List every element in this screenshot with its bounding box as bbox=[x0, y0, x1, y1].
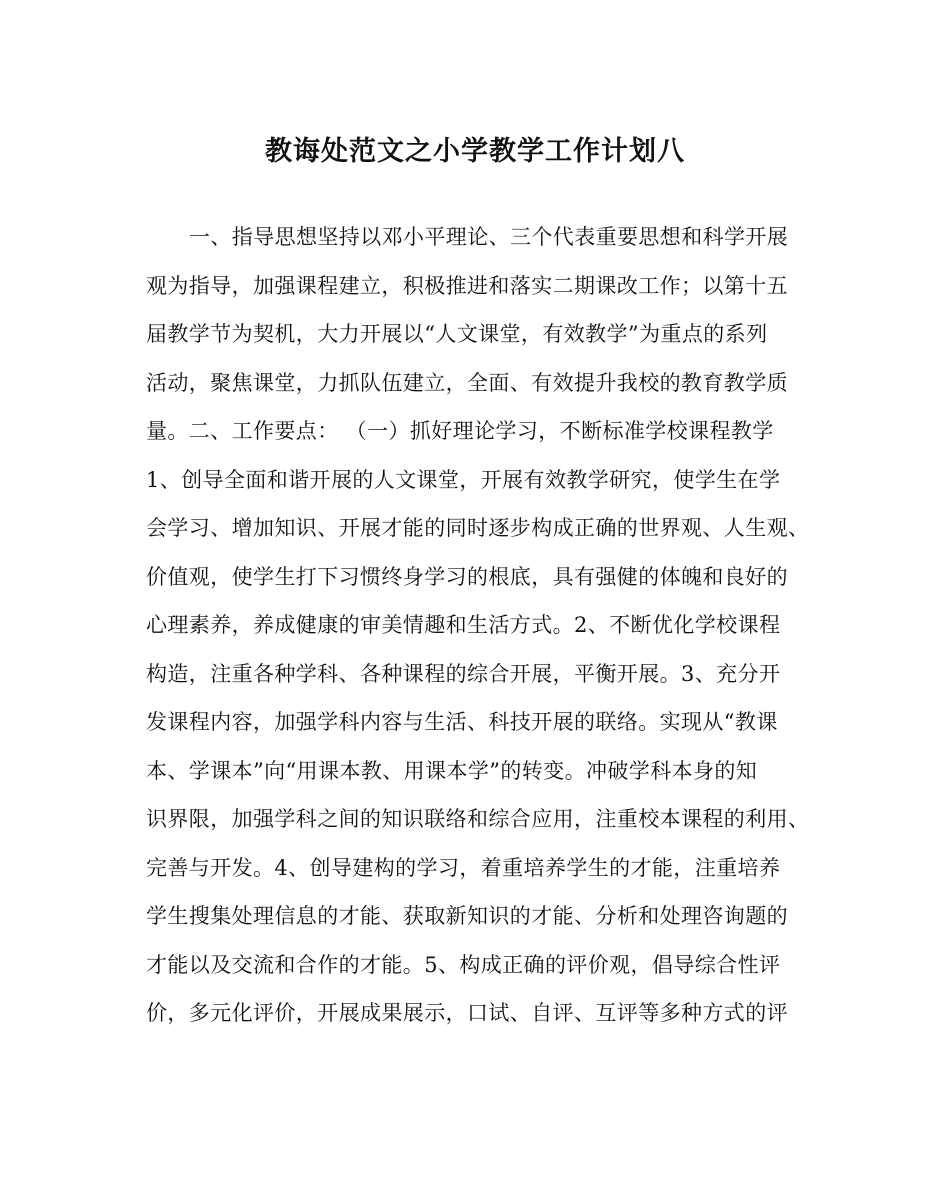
body-line: 完善与开发。4、创导建构的学习，着重培养学生的才能，注重培养 bbox=[146, 855, 781, 880]
document-body bbox=[146, 222, 826, 1047]
body-line: 观为指导，加强课程建立，积极推进和落实二期课改工作；以第十五 bbox=[146, 273, 788, 298]
body-line: 价，多元化评价，开展成果展示，口试、自评、互评等多种方式的评 bbox=[146, 1001, 788, 1025]
body-line: 届教学节为契机，大力开展以“人文课堂，有效教学”为重点的系列 bbox=[146, 322, 768, 346]
body-line: 量。二、工作要点： （一）抓好理论学习，不断标准学校课程教学 bbox=[146, 419, 774, 443]
body-line: 一、指导思想坚持以邓小平理论、三个代表重要思想和科学开展 bbox=[189, 225, 789, 249]
body-line: 发课程内容，加强学科内容与生活、科技开展的联络。实现从“教课 bbox=[146, 710, 778, 734]
document-title: 教诲处范文之小学教学工作计划八 bbox=[265, 136, 685, 167]
body-line: 识界限，加强学科之间的知识联络和综合应用，注重校本课程的利用、 bbox=[146, 807, 810, 831]
body-line: 1、创导全面和谐开展的人文课堂，开展有效教学研究，使学生在学 bbox=[146, 467, 781, 492]
body-line: 活动，聚焦课堂，力抓队伍建立，全面、有效提升我校的教育教学质 bbox=[146, 370, 788, 395]
body-line: 心理素养，养成健康的审美情趣和生活方式。2、不断优化学校课程 bbox=[146, 613, 781, 637]
body-line: 价值观，使学生打下习惯终身学习的根底，具有强健的体魄和良好的 bbox=[146, 564, 788, 589]
body-line: 才能以及交流和合作的才能。5、构成正确的评价观，倡导综合性评 bbox=[146, 952, 781, 977]
body-line: 会学习、增加知识、开展才能的同时逐步构成正确的世界观、人生观、 bbox=[146, 516, 810, 540]
body-line: 构造，注重各种学科、各种课程的综合开展，平衡开展。3、充分开 bbox=[146, 661, 781, 686]
body-line: 本、学课本”向“用课本教、用课本学”的转变。冲破学科本身的知 bbox=[146, 758, 758, 783]
body-line: 学生搜集处理信息的才能、获取新知识的才能、分析和处理咨询题的 bbox=[146, 904, 788, 928]
